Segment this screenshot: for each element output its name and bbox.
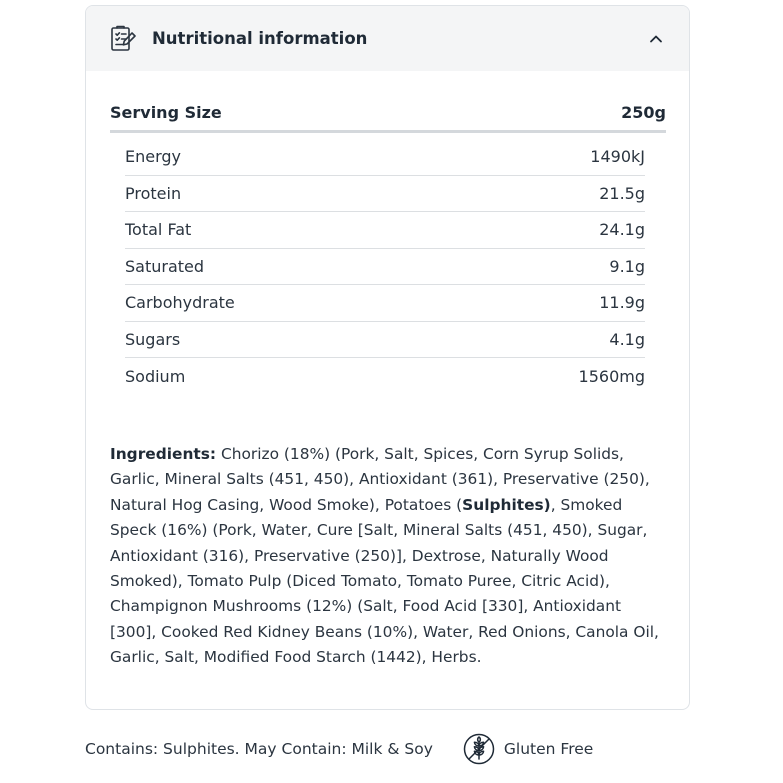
nutrient-name: Sodium bbox=[125, 366, 186, 386]
nutrient-value: 1490kJ bbox=[590, 147, 645, 167]
serving-size-row bbox=[110, 103, 666, 122]
nutrient-row bbox=[125, 212, 645, 249]
nutrient-row bbox=[125, 285, 645, 322]
nutrient-row bbox=[125, 139, 645, 176]
nutrient-name: Energy bbox=[125, 147, 182, 167]
nutrient-row bbox=[125, 358, 645, 395]
serving-divider bbox=[110, 130, 666, 133]
nutrient-row bbox=[125, 176, 645, 213]
nutrient-name: Saturated bbox=[125, 256, 205, 276]
nutrient-value: 24.1g bbox=[599, 220, 645, 240]
nutrient-row bbox=[125, 249, 645, 286]
nutrient-value: 21.5g bbox=[599, 183, 645, 203]
nutrient-value: 1560mg bbox=[578, 366, 645, 386]
nutrient-value: 4.1g bbox=[609, 329, 645, 349]
gluten-free-label: Gluten Free bbox=[503, 740, 594, 758]
nutrition-panel bbox=[85, 5, 690, 710]
panel-title: Nutritional information bbox=[152, 29, 368, 48]
contains-statement: Contains: Sulphites. May Contain: Milk & Soy bbox=[85, 740, 433, 758]
serving-size-value: 250g bbox=[621, 103, 666, 122]
document-checklist-icon bbox=[108, 24, 138, 54]
nutrient-row bbox=[125, 322, 645, 359]
nutrient-name: Carbohydrate bbox=[125, 293, 235, 313]
nutrient-value: 11.9g bbox=[599, 293, 645, 313]
nutrient-table bbox=[125, 139, 645, 395]
nutrient-name: Sugars bbox=[125, 329, 181, 349]
serving-size-label: Serving Size bbox=[110, 103, 222, 122]
ingredients-list-part1: Chorizo (18%) (Pork, Salt, Spices, Corn Syrup Solids, Garlic, Mineral Salts (451, 450), Antioxidant (361), Preservative (250), Natural Hog Casing, Wood Smoke), Potatoes ( bbox=[110, 445, 650, 514]
allergen-highlight: Sulphites) bbox=[462, 495, 551, 514]
gluten-free-icon bbox=[463, 733, 495, 765]
chevron-up-icon[interactable] bbox=[647, 30, 665, 48]
nutrition-panel-header[interactable] bbox=[86, 6, 689, 71]
allergen-footer bbox=[85, 732, 705, 766]
ingredients-label: Ingredients: bbox=[110, 445, 217, 463]
nutrient-name: Protein bbox=[125, 183, 182, 203]
ingredients-list-part2: , Smoked Speck (16%) (Pork, Water, Cure [Salt, Mineral Salts (451, 450), Sugar, Antioxidant (316), Preservative (250)], Dextrose, Naturally Wood Smoked), Tomato Pulp (Diced Tomato, Tomato Puree, Citric Acid), Champignon Mushrooms (12%) (Salt, Food Acid [330], Antioxidant [300], Cooked Red Kidney Beans (10%), Water, Red Onions, Canola Oil, Garlic, Salt, Modified Food Starch (1442), Herbs. bbox=[110, 495, 659, 667]
nutrient-value: 9.1g bbox=[609, 256, 645, 276]
ingredients-text bbox=[110, 442, 670, 671]
nutrient-name: Total Fat bbox=[125, 220, 192, 240]
